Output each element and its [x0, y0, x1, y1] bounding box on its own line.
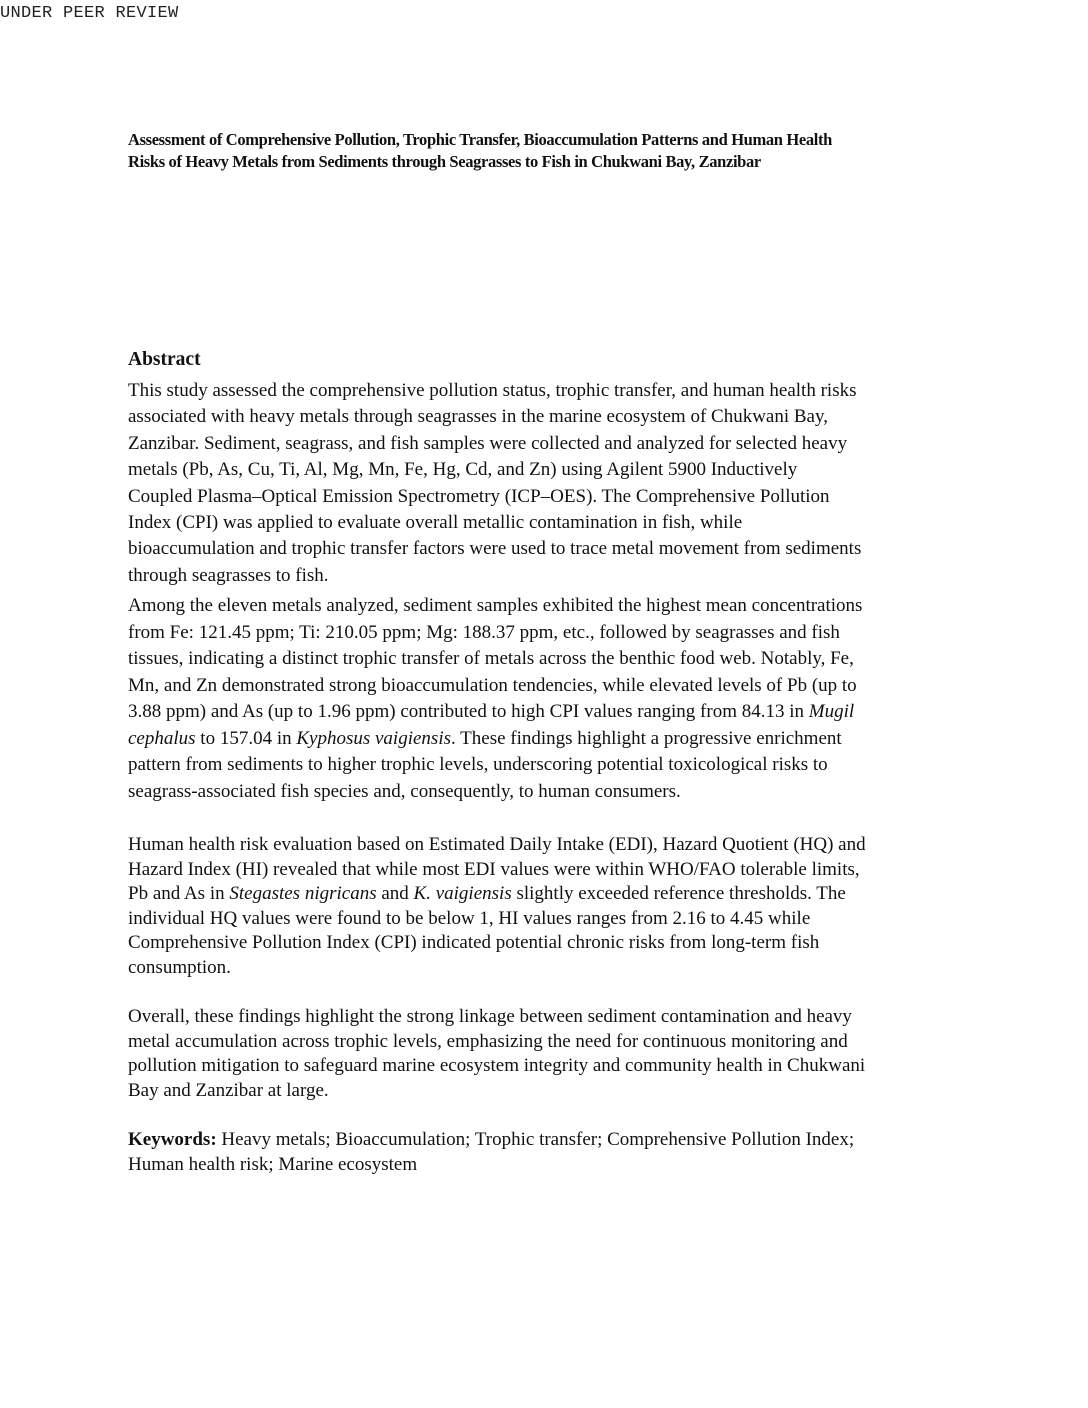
text-segment: and — [376, 883, 414, 905]
text-segment: metals (Pb, As, Cu, Ti, Al, Mg, Mn, Fe, Hg, Cd, and Zn) using Agilent 5900 Inductively — [128, 459, 798, 481]
species-name: Mugil — [808, 701, 855, 722]
text-line — [128, 404, 978, 430]
text-segment: individual HQ values were found to be below 1, HI values ranges from 2.16 to 4.45 while — [128, 907, 811, 929]
text-line — [128, 1079, 978, 1104]
species-name: K. vaigiensis — [413, 883, 512, 905]
text-segment: pattern from sediments to higher trophic levels, underscoring potential toxicological risks to — [128, 754, 828, 775]
keywords-line: Human health risk; Marine ecosystem — [128, 1153, 418, 1175]
keywords-label: Keywords: — [128, 1129, 217, 1150]
text-line — [128, 1030, 978, 1055]
text-segment: 3.88 ppm) and As (up to 1.96 ppm) contributed to high CPI values ranging from 84.13 in — [128, 701, 809, 722]
peer-review-watermark: UNDER PEER REVIEW — [0, 4, 179, 23]
abstract-heading: Abstract — [128, 349, 201, 370]
abstract-paragraph-results — [128, 593, 978, 805]
text-segment: This study assessed the comprehensive pollution status, trophic transfer, and human health risks — [128, 380, 857, 401]
abstract-paragraph-conclusion — [128, 1005, 978, 1103]
text-line — [128, 833, 978, 858]
text-segment: Zanzibar. Sediment, seagrass, and fish samples were collected and analyzed for selected heavy — [128, 432, 848, 454]
text-line — [128, 646, 978, 673]
text-line — [128, 378, 978, 404]
text-line — [128, 673, 978, 700]
abstract-paragraph-health-risk — [128, 833, 978, 981]
text-segment: pollution mitigation to safeguard marine ecosystem integrity and community health in Chukwani — [128, 1055, 866, 1077]
text-line — [128, 752, 978, 779]
text-segment: from Fe: 121.45 ppm; Ti: 210.05 ppm; Mg: 188.37 ppm, etc., followed by seagrasses and fish — [128, 621, 840, 643]
text-segment: consumption. — [128, 956, 231, 978]
text-segment: associated with heavy metals through seagrasses in the marine ecosystem of Chukwani Bay, — [128, 406, 829, 428]
text-segment: Hazard Index (HI) revealed that while most EDI values were within WHO/FAO tolerable limits, — [128, 858, 860, 880]
species-name: Stegastes nigricans — [229, 883, 377, 905]
paper-title — [128, 129, 988, 173]
species-name: Kyphosus vaigiensis — [296, 727, 451, 749]
abstract-paragraph-methods — [128, 378, 978, 589]
text-segment: Pb and As in — [128, 883, 230, 905]
text-segment: Among the eleven metals analyzed, sediment samples exhibited the highest mean concentrations — [128, 595, 863, 616]
text-segment: seagrass-associated fish species and, consequently, to human consumers. — [128, 780, 681, 802]
text-line — [128, 593, 978, 620]
species-name: cephalus — [128, 727, 196, 749]
text-line — [128, 858, 978, 883]
text-line — [128, 779, 978, 806]
text-line — [128, 457, 978, 483]
text-segment: Index (CPI) was applied to evaluate overall metallic contamination in fish, while — [128, 512, 743, 534]
text-line — [128, 1005, 978, 1030]
text-segment: Comprehensive Pollution Index (CPI) indicated potential chronic risks from long-term fish — [128, 932, 820, 954]
text-line — [128, 699, 978, 726]
text-line — [128, 620, 978, 647]
title-line: Risks of Heavy Metals from Sediments through Seagrasses to Fish in Chukwani Bay, Zanzibar — [128, 152, 761, 171]
text-segment: Coupled Plasma–Optical Emission Spectrometry (ICP–OES). The Comprehensive Pollution — [128, 485, 830, 507]
text-line — [128, 956, 978, 981]
text-segment: through seagrasses to fish. — [128, 564, 329, 586]
text-segment: Human health risk evaluation based on Estimated Daily Intake (EDI), Hazard Quotient (HQ) and — [128, 834, 866, 855]
keywords-text: Heavy metals; Bioaccumulation; Trophic transfer; Comprehensive Pollution Index; — [216, 1129, 855, 1150]
text-line — [128, 484, 978, 510]
text-line — [128, 726, 978, 753]
text-segment: bioaccumulation and trophic transfer factors were used to trace metal movement from sediments — [128, 538, 862, 560]
keywords-line — [128, 1128, 978, 1153]
text-segment: Overall, these findings highlight the strong linkage between sediment contamination and heavy — [128, 1006, 852, 1027]
text-segment: tissues, indicating a distinct trophic transfer of metals across the benthic food web. Notably, Fe, — [128, 648, 854, 669]
text-line — [128, 931, 978, 956]
text-segment: metal accumulation across trophic levels, emphasizing the need for continuous monitoring and — [128, 1030, 848, 1052]
text-segment: to 157.04 in — [195, 727, 297, 749]
text-segment: Mn, and Zn demonstrated strong bioaccumulation tendencies, while elevated levels of Pb (up to — [128, 674, 857, 696]
text-line — [128, 882, 978, 907]
text-segment: slightly exceeded reference thresholds. The — [511, 883, 846, 905]
text-segment: . These findings highlight a progressive enrichment — [451, 727, 842, 749]
text-line — [128, 510, 978, 536]
text-segment: Bay and Zanzibar at large. — [128, 1079, 329, 1101]
text-line — [128, 907, 978, 932]
text-line — [128, 431, 978, 457]
text-line — [128, 536, 978, 562]
keywords — [128, 1128, 978, 1177]
title-line: Assessment of Comprehensive Pollution, Trophic Transfer, Bioaccumulation Patterns and Human Health — [128, 130, 832, 149]
text-line — [128, 563, 978, 589]
text-line — [128, 1054, 978, 1079]
